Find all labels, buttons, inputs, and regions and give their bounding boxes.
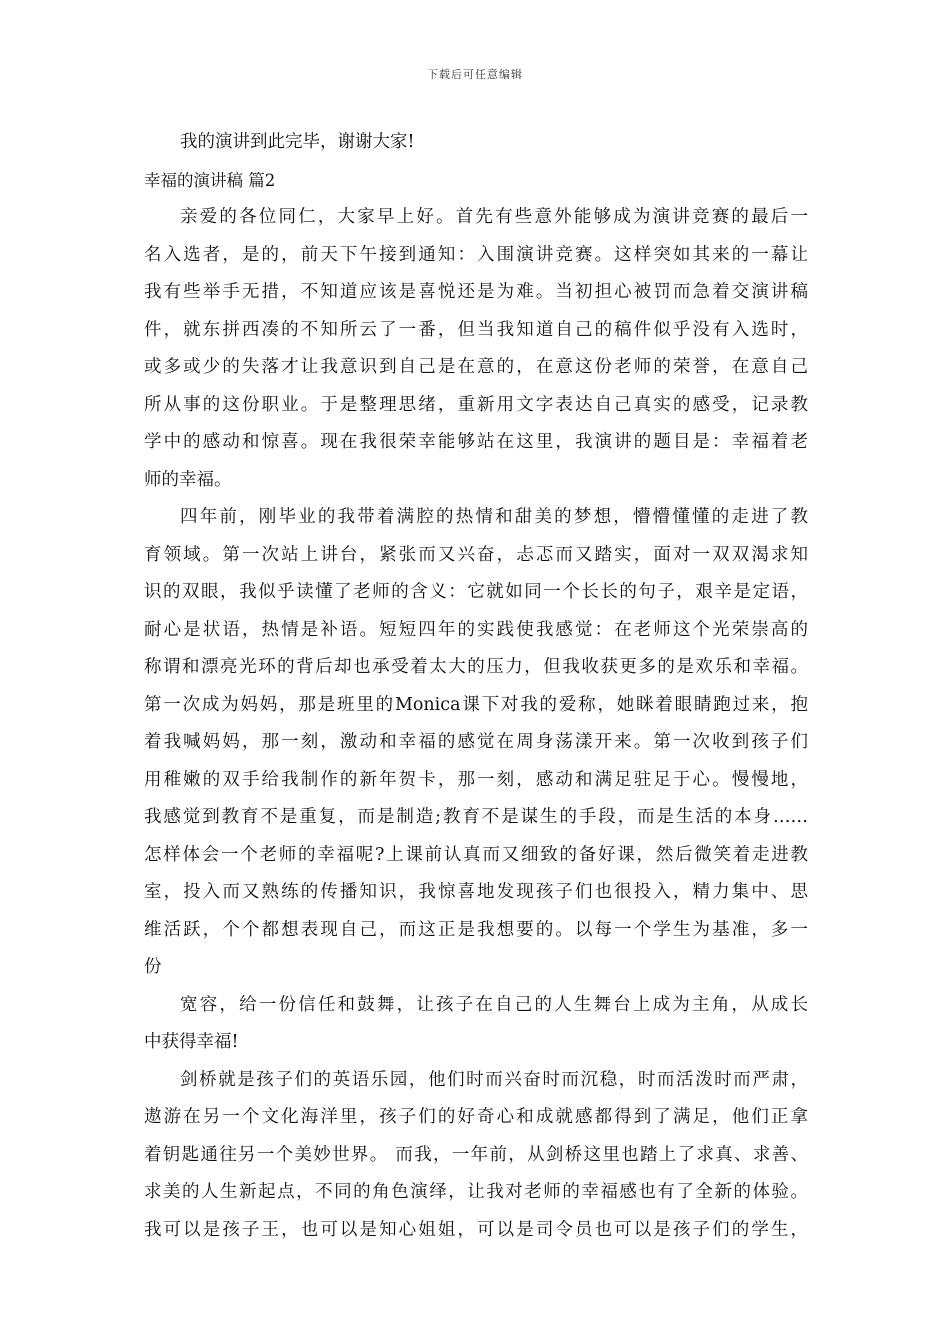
text-line: 称谓和漂亮光环的背后却也承受着太大的压力，但我收获更多的是欢乐和幸福。 bbox=[144, 657, 808, 677]
text-line: 我的演讲到此完毕，谢谢大家! bbox=[180, 132, 415, 152]
section-heading: 幸福的演讲稿 篇2 bbox=[144, 170, 276, 190]
text-line: 遨游在另一个文化海洋里，孩子们的好奇心和成就感都得到了满足，他们正拿 bbox=[144, 1107, 808, 1127]
text-line: 我可以是孩子王，也可以是知心姐姐，可以是司令员也可以是孩子们的学生， bbox=[144, 1219, 808, 1240]
text-line: 份 bbox=[144, 957, 162, 977]
text-line: 中获得幸福! bbox=[144, 1032, 239, 1052]
text-line: 耐心是状语，热情是补语。短短四年的实践使我感觉：在老师这个光荣崇高的 bbox=[144, 619, 808, 640]
page-header-note: 下载后可任意编辑 bbox=[427, 68, 523, 81]
text-line: 育领域。第一次站上讲台，紧张而又兴奋，忐忑而又踏实，面对一双双渴求知 bbox=[144, 544, 808, 565]
text-line: 剑桥就是孩子们的英语乐园，他们时而兴奋时而沉稳，时而活泼时而严肃， bbox=[180, 1069, 808, 1090]
text-line: 识的双眼，我似乎读懂了老师的含义：它就如同一个长长的句子，艰辛是定语， bbox=[144, 582, 808, 602]
text-line: 我有些举手无措，不知道应该是喜悦还是为难。当初担心被罚而急着交演讲稿 bbox=[144, 282, 808, 302]
text-line: 用稚嫩的双手给我制作的新年贺卡，那一刻，感动和满足驻足于心。慢慢地， bbox=[144, 769, 808, 790]
text-line: 件，就东拼西凑的不知所云了一番，但当我知道自己的稿件似乎没有入选时， bbox=[144, 319, 808, 340]
text-line: 我感觉到教育不是重复，而是制造;教育不是谋生的手段，而是生活的本身…… bbox=[144, 807, 808, 827]
document-body bbox=[144, 124, 808, 1249]
text-line: 着我喊妈妈，那一刻，激动和幸福的感觉在周身荡漾开来。第一次收到孩子们 bbox=[144, 732, 808, 752]
text-line: 师的幸福。 bbox=[144, 469, 232, 490]
text-line: 维活跃，个个都想表现自己，而这正是我想要的。以每一个学生为基准，多一 bbox=[144, 919, 808, 940]
text-line: 四年前，刚毕业的我带着满腔的热情和甜美的梦想，懵懵懂懂的走进了教 bbox=[180, 507, 808, 527]
text-line: 第一次成为妈妈，那是班里的Monica课下对我的爱称，她眯着眼睛跑过来，抱 bbox=[144, 694, 808, 715]
text-line: 亲爱的各位同仁，大家早上好。首先有些意外能够成为演讲竞赛的最后一 bbox=[180, 207, 808, 227]
text-line: 求美的人生新起点，不同的角色演绎，让我对老师的幸福感也有了全新的体验。 bbox=[144, 1182, 808, 1202]
text-line: 所从事的这份职业。于是整理思绪，重新用文字表达自己真实的感受，记录教 bbox=[144, 394, 808, 415]
text-line: 着钥匙通往另一个美妙世界。 而我，一年前，从剑桥这里也踏上了求真、求善、 bbox=[144, 1144, 808, 1165]
text-line: 宽容，给一份信任和鼓舞，让孩子在自己的人生舞台上成为主角，从成长 bbox=[180, 994, 808, 1015]
text-line: 室，投入而又熟练的传播知识，我惊喜地发现孩子们也很投入，精力集中、思 bbox=[144, 882, 808, 902]
text-line: 名入选者，是的，前天下午接到通知：入围演讲竞赛。这样突如其来的一幕让 bbox=[144, 244, 808, 265]
text-line: 怎样体会一个老师的幸福呢?上课前认真而又细致的备好课，然后微笑着走进教 bbox=[144, 844, 808, 865]
text-line: 学中的感动和惊喜。现在我很荣幸能够站在这里，我演讲的题目是：幸福着老 bbox=[144, 432, 808, 452]
text-line: 或多或少的失落才让我意识到自己是在意的，在意这份老师的荣誉，在意自己 bbox=[144, 357, 808, 377]
